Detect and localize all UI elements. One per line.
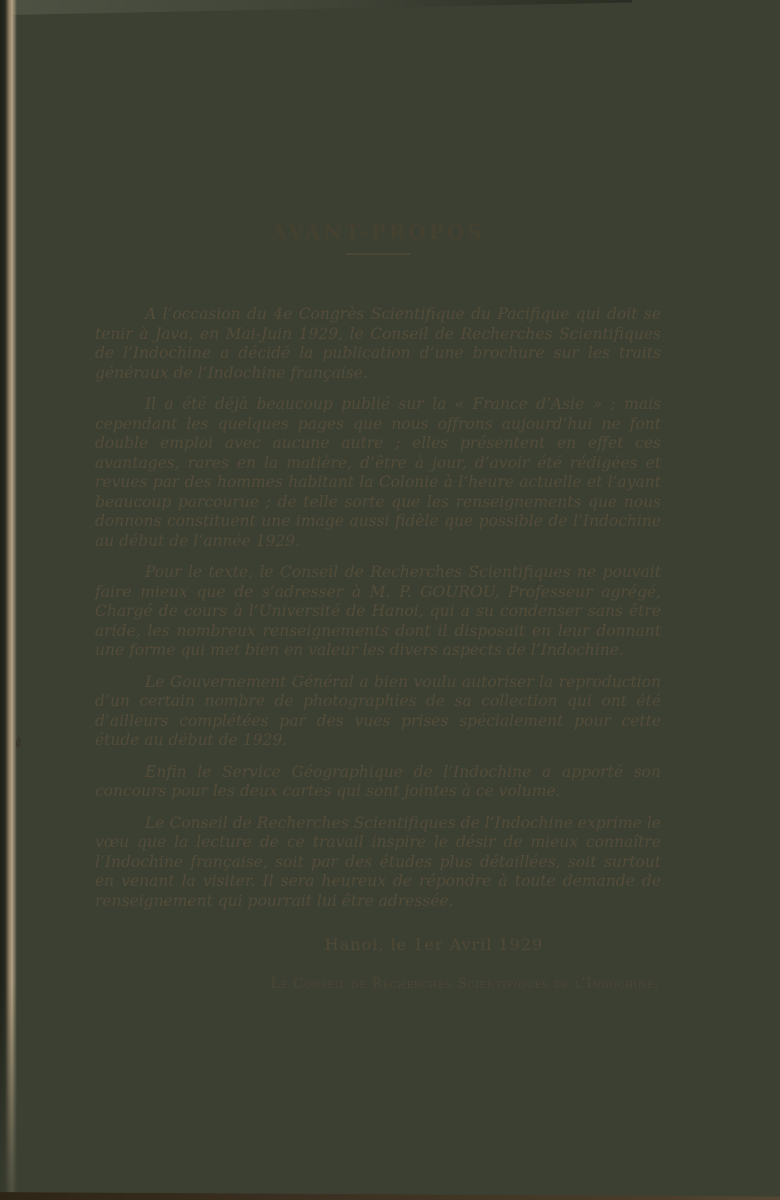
paragraph: Il a été déjà beaucoup publié sur la « France d’Asie » ; mais cependant les quelques pages que nous offrons aujourd’hui ne font double emploi avec aucune autre ; elles présentent en effet ces avantages, rares en la matière, d’être à jour, d’avoir été rédigées et revues par des hommes habitant la Colonie à l’heure actuelle et l’ayant beaucoup parcourue ; de telle sorte que les renseignements que nous donnons constituent une image aussi fidèle que possible de l’Indochine au début de l’année 1929. [95,395,661,550]
body-text [95,305,661,911]
signature-line: Le Conseil de Recherches Scientifiques de l’Indochine. [270,976,660,992]
ink-speck [15,737,22,749]
paragraph: Pour le texte, le Conseil de Recherches Scientifiques ne pouvait faire mieux que de s’adresser à M. P. GOUROU, Professeur agrégé, Chargé de cours à l’Université de Hanoi, qui a su condenser sans être aride, les nombreux renseignements dont il disposait en leur donnant une forme qui met bien en valeur les divers aspects de l’Indochine. [95,563,661,659]
title-rule [346,253,410,255]
backdrop-bottom-edge [0,1191,780,1200]
dateline: Hanoi, le 1er Avril 1929 [324,935,544,954]
page-text-block [95,221,661,993]
page-left-edge-shadow [0,0,17,1200]
paragraph: Enfin le Service Géographique de l’Indochine a apporté son concours pour les deux cartes qui sont jointes à ce volume. [95,762,661,800]
backdrop-top-edge [0,0,632,18]
paragraph: A l’occasion du 4e Congrès Scientifique du Pacifique qui doit se tenir à Java, en Mai-Juin 1929, le Conseil de Recherches Scientifiques de l’Indochine a décidé la publication d’une brochure sur les traits généraux de l’Indochine française. [95,305,661,382]
paragraph: Le Conseil de Recherches Scientifiques de l’Indochine exprime le vœu que la lecture de ce travail inspire le désir de mieux connaître l’Indochine française, soit par des études plus détaillées, soit surtout en venant la visiter. Il sera heureux de répondre à toute demande de renseignement qui pourrait lui être adressée. [95,813,661,910]
paragraph: Le Gouvernement Général a bien voulu autoriser la reproduction d’un certain nombre de photographies de sa collection qui ont été d’ailleurs complétées par des vues prises spécialement pour cette étude au début de 1929. [95,672,661,749]
page-title: AVANT-PROPOS [271,220,485,244]
